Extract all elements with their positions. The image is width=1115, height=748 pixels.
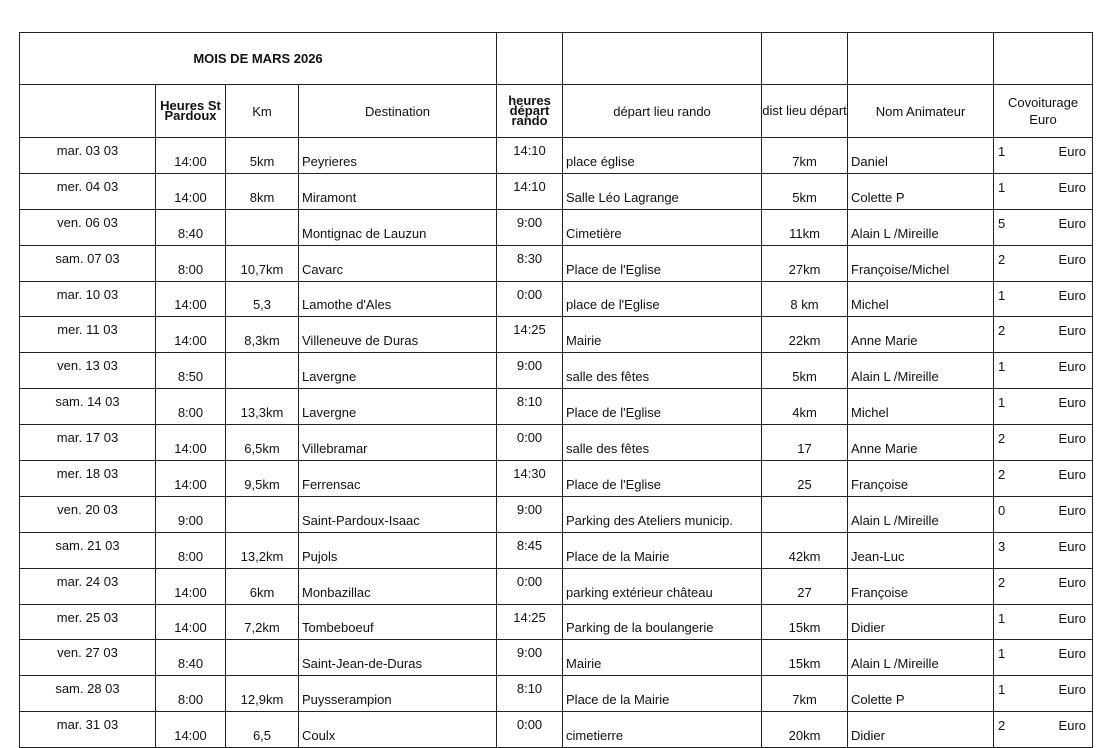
heure-cell: 14:00: [156, 138, 226, 174]
covoiturage-cell: [994, 138, 1093, 174]
covoiturage-cell: [994, 209, 1093, 245]
header-covoiturage: Covoiturage Euro: [994, 85, 1093, 138]
date-cell: mer. 11 03: [20, 317, 156, 353]
covoiturage-amount: 0: [998, 502, 1006, 518]
destination-cell: Peyrieres: [299, 138, 497, 174]
covoiturage-unit: Euro: [1058, 682, 1087, 698]
covoiturage-amount: 1: [998, 359, 1006, 375]
animateur-cell: Didier: [848, 712, 994, 748]
heure-depart-cell: 8:45: [497, 532, 563, 568]
date-cell: mer. 04 03: [20, 173, 156, 209]
destination-cell: Pujols: [299, 532, 497, 568]
covoiturage-unit: Euro: [1058, 610, 1087, 626]
heure-depart-cell: 0:00: [497, 281, 563, 317]
table-row: [20, 317, 1093, 353]
covoiturage-amount: 1: [998, 646, 1006, 662]
km-cell: [226, 353, 299, 389]
lieu-cell: Place de l'Eglise: [563, 461, 762, 497]
km-cell: [226, 496, 299, 532]
destination-cell: Monbazillac: [299, 568, 497, 604]
lieu-cell: salle des fêtes: [563, 425, 762, 461]
km-cell: 6km: [226, 568, 299, 604]
heure-cell: 14:00: [156, 568, 226, 604]
covoiturage-amount: 1: [998, 287, 1006, 303]
covoiturage-unit: Euro: [1058, 395, 1087, 411]
heure-depart-cell: 14:25: [497, 604, 563, 640]
destination-cell: Miramont: [299, 173, 497, 209]
header-row: [20, 85, 1093, 138]
covoiturage-cell: [994, 389, 1093, 425]
covoiturage-unit: Euro: [1058, 718, 1087, 734]
table-row: [20, 604, 1093, 640]
covoiturage-amount: 2: [998, 574, 1006, 590]
heure-depart-cell: 0:00: [497, 425, 563, 461]
animateur-cell: Alain L /Mireille: [848, 640, 994, 676]
destination-cell: Tombeboeuf: [299, 604, 497, 640]
covoiturage-amount: 2: [998, 323, 1006, 339]
covoiturage-cell: [994, 281, 1093, 317]
table-row: [20, 245, 1093, 281]
heure-depart-cell: 14:30: [497, 461, 563, 497]
km-cell: 13,3km: [226, 389, 299, 425]
header-heures: Heures St Pardoux: [156, 85, 226, 138]
destination-cell: Lavergne: [299, 389, 497, 425]
covoiturage-unit: Euro: [1058, 646, 1087, 662]
heure-depart-cell: 14:10: [497, 138, 563, 174]
animateur-cell: Anne Marie: [848, 425, 994, 461]
animateur-cell: Colette P: [848, 676, 994, 712]
animateur-cell: Didier: [848, 604, 994, 640]
heure-cell: 14:00: [156, 317, 226, 353]
lieu-cell: parking extérieur château: [563, 568, 762, 604]
page-title: MOIS DE MARS 2026: [20, 33, 497, 85]
table-row: [20, 138, 1093, 174]
heure-depart-cell: 9:00: [497, 209, 563, 245]
dist-cell: 4km: [762, 389, 848, 425]
km-cell: 9,5km: [226, 461, 299, 497]
covoiturage-amount: 2: [998, 718, 1006, 734]
animateur-cell: Michel: [848, 281, 994, 317]
table-row: [20, 389, 1093, 425]
covoiturage-unit: Euro: [1058, 467, 1087, 483]
table-row: [20, 173, 1093, 209]
date-cell: mar. 24 03: [20, 568, 156, 604]
km-cell: [226, 209, 299, 245]
dist-cell: 27: [762, 568, 848, 604]
covoiturage-cell: [994, 568, 1093, 604]
covoiturage-amount: 3: [998, 538, 1006, 554]
covoiturage-cell: [994, 676, 1093, 712]
covoiturage-unit: Euro: [1058, 538, 1087, 554]
lieu-cell: Place de l'Eglise: [563, 389, 762, 425]
heure-cell: 14:00: [156, 425, 226, 461]
lieu-cell: Parking de la boulangerie: [563, 604, 762, 640]
heure-depart-cell: 8:30: [497, 245, 563, 281]
heure-depart-cell: 0:00: [497, 568, 563, 604]
covoiturage-cell: [994, 353, 1093, 389]
dist-cell: 7km: [762, 676, 848, 712]
empty-cell: [563, 33, 762, 85]
km-cell: 5,3: [226, 281, 299, 317]
covoiturage-amount: 1: [998, 610, 1006, 626]
table-row: [20, 496, 1093, 532]
destination-cell: Saint-Pardoux-Isaac: [299, 496, 497, 532]
dist-cell: 42km: [762, 532, 848, 568]
header-date: [20, 85, 156, 138]
covoiturage-amount: 2: [998, 467, 1006, 483]
destination-cell: Saint-Jean-de-Duras: [299, 640, 497, 676]
animateur-cell: Anne Marie: [848, 317, 994, 353]
table-row: [20, 712, 1093, 748]
lieu-cell: Mairie: [563, 317, 762, 353]
heure-cell: 8:40: [156, 209, 226, 245]
km-cell: 8,3km: [226, 317, 299, 353]
km-cell: 7,2km: [226, 604, 299, 640]
covoiturage-unit: Euro: [1058, 215, 1087, 231]
heure-cell: 8:40: [156, 640, 226, 676]
header-destination: Destination: [299, 85, 497, 138]
covoiturage-unit: Euro: [1058, 502, 1087, 518]
destination-cell: Cavarc: [299, 245, 497, 281]
covoiturage-unit: Euro: [1058, 323, 1087, 339]
covoiturage-unit: Euro: [1058, 251, 1087, 267]
animateur-cell: Françoise: [848, 568, 994, 604]
header-heures-depart: heures départ rando: [497, 85, 563, 138]
lieu-cell: salle des fêtes: [563, 353, 762, 389]
empty-cell: [994, 33, 1093, 85]
destination-cell: Montignac de Lauzun: [299, 209, 497, 245]
date-cell: mar. 31 03: [20, 712, 156, 748]
covoiturage-cell: [994, 425, 1093, 461]
date-cell: sam. 28 03: [20, 676, 156, 712]
table-row: [20, 353, 1093, 389]
heure-cell: 8:00: [156, 532, 226, 568]
lieu-cell: cimetierre: [563, 712, 762, 748]
table-row: [20, 532, 1093, 568]
heure-cell: 8:00: [156, 389, 226, 425]
covoiturage-cell: [994, 496, 1093, 532]
covoiturage-unit: Euro: [1058, 431, 1087, 447]
covoiturage-amount: 2: [998, 251, 1006, 267]
heure-depart-cell: 9:00: [497, 496, 563, 532]
km-cell: 13,2km: [226, 532, 299, 568]
date-cell: mar. 10 03: [20, 281, 156, 317]
heure-depart-cell: 0:00: [497, 712, 563, 748]
dist-cell: 17: [762, 425, 848, 461]
covoiturage-amount: 1: [998, 144, 1006, 159]
heure-cell: 8:00: [156, 245, 226, 281]
covoiturage-cell: [994, 640, 1093, 676]
heure-cell: 14:00: [156, 461, 226, 497]
covoiturage-cell: [994, 245, 1093, 281]
heure-cell: 14:00: [156, 173, 226, 209]
covoiturage-unit: Euro: [1058, 287, 1087, 303]
covoiturage-cell: [994, 461, 1093, 497]
heure-cell: 9:00: [156, 496, 226, 532]
table-row: [20, 676, 1093, 712]
date-cell: mar. 03 03: [20, 138, 156, 174]
header-km: Km: [226, 85, 299, 138]
dist-cell: 25: [762, 461, 848, 497]
header-dist-lieu: dist lieu départ: [762, 85, 848, 138]
covoiturage-unit: Euro: [1058, 574, 1087, 590]
empty-cell: [762, 33, 848, 85]
date-cell: sam. 21 03: [20, 532, 156, 568]
km-cell: 6,5km: [226, 425, 299, 461]
destination-cell: Ferrensac: [299, 461, 497, 497]
covoiturage-amount: 2: [998, 431, 1006, 447]
dist-cell: 5km: [762, 353, 848, 389]
table-row: [20, 461, 1093, 497]
heure-depart-cell: 9:00: [497, 640, 563, 676]
lieu-cell: Place de la Mairie: [563, 532, 762, 568]
covoiturage-cell: [994, 532, 1093, 568]
table-row: [20, 209, 1093, 245]
dist-cell: 27km: [762, 245, 848, 281]
dist-cell: 15km: [762, 640, 848, 676]
animateur-cell: Alain L /Mireille: [848, 496, 994, 532]
date-cell: ven. 27 03: [20, 640, 156, 676]
lieu-cell: Parking des Ateliers municip.: [563, 496, 762, 532]
heure-cell: 8:50: [156, 353, 226, 389]
lieu-cell: Mairie: [563, 640, 762, 676]
heure-cell: 14:00: [156, 281, 226, 317]
lieu-cell: place de l'Eglise: [563, 281, 762, 317]
lieu-cell: Cimetière: [563, 209, 762, 245]
empty-cell: [848, 33, 994, 85]
heure-depart-cell: 14:10: [497, 173, 563, 209]
header-animateur: Nom Animateur: [848, 85, 994, 138]
lieu-cell: place église: [563, 138, 762, 174]
heure-depart-cell: 8:10: [497, 389, 563, 425]
km-cell: [226, 640, 299, 676]
covoiturage-cell: [994, 317, 1093, 353]
empty-cell: [497, 33, 563, 85]
date-cell: mar. 17 03: [20, 425, 156, 461]
title-row: [20, 33, 1093, 85]
table-row: [20, 640, 1093, 676]
date-cell: ven. 13 03: [20, 353, 156, 389]
covoiturage-unit: Euro: [1058, 359, 1087, 375]
table-row: [20, 568, 1093, 604]
km-cell: 12,9km: [226, 676, 299, 712]
lieu-cell: Place de la Mairie: [563, 676, 762, 712]
lieu-cell: Salle Léo Lagrange: [563, 173, 762, 209]
covoiturage-amount: 1: [998, 179, 1006, 195]
animateur-cell: Alain L /Mireille: [848, 209, 994, 245]
covoiturage-cell: [994, 173, 1093, 209]
table-row: [20, 281, 1093, 317]
covoiturage-amount: 1: [998, 682, 1006, 698]
dist-cell: 8 km: [762, 281, 848, 317]
heure-cell: 14:00: [156, 604, 226, 640]
date-cell: mer. 18 03: [20, 461, 156, 497]
date-cell: sam. 07 03: [20, 245, 156, 281]
heure-depart-cell: 8:10: [497, 676, 563, 712]
km-cell: 8km: [226, 173, 299, 209]
animateur-cell: Colette P: [848, 173, 994, 209]
animateur-cell: Michel: [848, 389, 994, 425]
covoiturage-amount: 1: [998, 395, 1006, 411]
destination-cell: Puysserampion: [299, 676, 497, 712]
date-cell: ven. 06 03: [20, 209, 156, 245]
covoiturage-unit: Euro: [1058, 179, 1087, 195]
km-cell: 10,7km: [226, 245, 299, 281]
covoiturage-unit: Euro: [1058, 144, 1087, 159]
km-cell: 5km: [226, 138, 299, 174]
km-cell: 6,5: [226, 712, 299, 748]
dist-cell: 7km: [762, 138, 848, 174]
dist-cell: 22km: [762, 317, 848, 353]
dist-cell: 15km: [762, 604, 848, 640]
heure-cell: 14:00: [156, 712, 226, 748]
lieu-cell: Place de l'Eglise: [563, 245, 762, 281]
heure-cell: 8:00: [156, 676, 226, 712]
date-cell: mer. 25 03: [20, 604, 156, 640]
animateur-cell: Françoise: [848, 461, 994, 497]
covoiturage-cell: [994, 712, 1093, 748]
table-row: [20, 425, 1093, 461]
date-cell: ven. 20 03: [20, 496, 156, 532]
heure-depart-cell: 14:25: [497, 317, 563, 353]
dist-cell: 11km: [762, 209, 848, 245]
covoiturage-cell: [994, 604, 1093, 640]
header-depart-lieu: départ lieu rando: [563, 85, 762, 138]
dist-cell: 20km: [762, 712, 848, 748]
destination-cell: Lavergne: [299, 353, 497, 389]
heure-depart-cell: 9:00: [497, 353, 563, 389]
animateur-cell: Alain L /Mireille: [848, 353, 994, 389]
date-cell: sam. 14 03: [20, 389, 156, 425]
schedule-table: [19, 32, 1093, 748]
destination-cell: Lamothe d'Ales: [299, 281, 497, 317]
destination-cell: Coulx: [299, 712, 497, 748]
dist-cell: 5km: [762, 173, 848, 209]
animateur-cell: Daniel: [848, 138, 994, 174]
dist-cell: [762, 496, 848, 532]
covoiturage-amount: 5: [998, 215, 1006, 231]
animateur-cell: Jean-Luc: [848, 532, 994, 568]
destination-cell: Villebramar: [299, 425, 497, 461]
destination-cell: Villeneuve de Duras: [299, 317, 497, 353]
animateur-cell: Françoise/Michel: [848, 245, 994, 281]
